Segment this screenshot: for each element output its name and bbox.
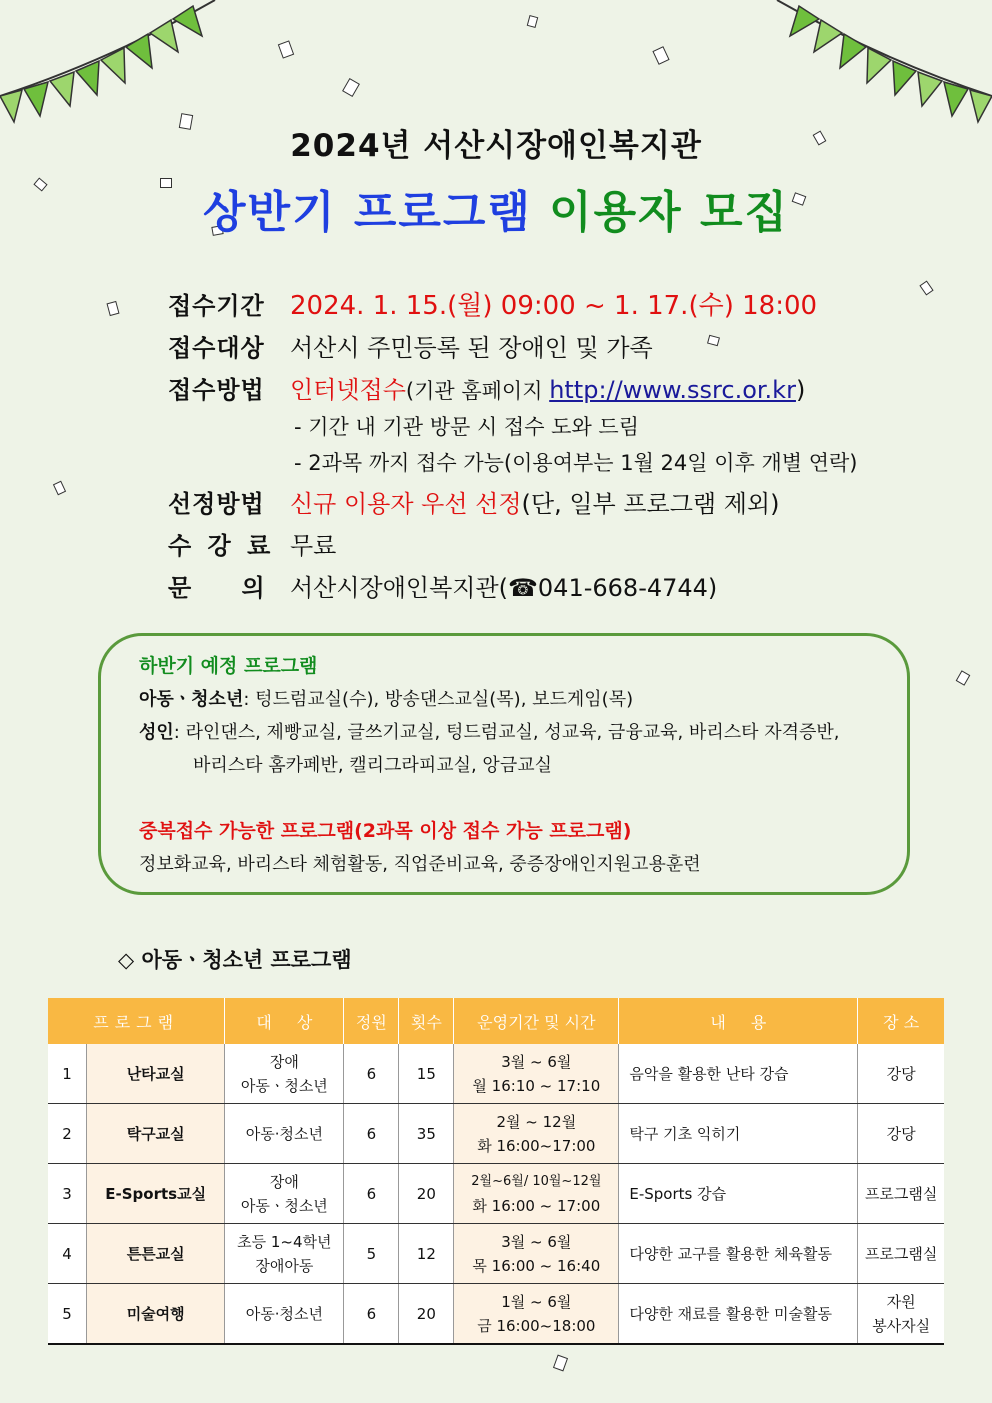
program-period: 3월 ~ 6월 월 16:10 ~ 17:10 [454,1044,619,1104]
section-title: ◇ 아동ㆍ청소년 프로그램 [118,948,352,972]
method-label: 접수방법 [168,375,265,404]
duplicate-programs-line: 정보화교육, 바리스타 체험활동, 직업준비교육, 중증장애인지원고용훈련 [139,854,701,875]
program-count: 20 [399,1164,454,1224]
youth-value: : 텅드럼교실(수), 방송댄스교실(목), 보드게임(목) [243,689,634,710]
method-post-text: ) [795,375,806,404]
program-capacity: 5 [344,1224,399,1284]
program-content: 탁구 기초 익히기 [619,1104,858,1164]
program-period: 2월~6월/ 10월~12월 화 16:00 ~ 17:00 [454,1164,619,1224]
select-rest-text: (단, 일부 프로그램 제외) [521,489,780,518]
program-target: 아동·청소년 [225,1284,344,1345]
duplicate-title: 중복접수 가능한 프로그램(2과목 이상 접수 가능 프로그램) [139,820,632,842]
program-target: 아동·청소년 [225,1104,344,1164]
program-table [48,998,944,1345]
page-title-line1: 2024년 서산시장애인복지관 [290,128,702,164]
program-name: 미술여행 [87,1284,225,1345]
program-target: 장애 아동ㆍ청소년 [225,1164,344,1224]
row-number: 5 [48,1284,87,1345]
program-count: 12 [399,1224,454,1284]
adult-programs-line-2: 바리스타 홈카페반, 캘리그라피교실, 앙금교실 [193,755,552,776]
bunting-left-decoration [0,0,230,140]
info-row-fee [168,522,948,564]
header-period: 운영기간 및 시간 [454,998,619,1044]
fee-label: 수 강 료 [168,531,275,560]
info-section [168,282,948,606]
select-label: 선정방법 [168,489,265,518]
program-count: 20 [399,1284,454,1345]
fee-value: 무료 [290,531,337,560]
program-content: 음악을 활용한 난타 강습 [619,1044,858,1104]
youth-programs-line [139,683,891,716]
row-number: 2 [48,1104,87,1164]
notice-box [98,633,910,895]
confetti-decoration [53,481,66,496]
youth-label: 아동ㆍ청소년 [139,689,244,710]
method-sub-note-1: - 기간 내 기관 방문 시 접수 도와 드림 [294,415,639,439]
confetti-decoration [956,670,971,685]
method-pre-text: (기관 홈페이지 [405,378,550,403]
target-label: 접수대상 [168,333,265,362]
select-highlight: 신규 이용자 우선 선정 [290,489,522,518]
table-row [48,1224,944,1284]
method-sub-note-2: - 2과목 까지 접수 가능(이용여부는 1월 24일 이후 개별 연락) [294,451,858,475]
confetti-decoration [278,40,294,58]
program-content: 다양한 교구를 활용한 체육활동 [619,1224,858,1284]
confetti-decoration [527,15,539,28]
program-place: 프로그램실 [858,1164,944,1224]
program-capacity: 6 [344,1164,399,1224]
program-count: 15 [399,1044,454,1104]
program-content: 다양한 재료를 활용한 미술활동 [619,1284,858,1345]
info-row-contact [168,564,948,606]
program-place: 프로그램실 [858,1224,944,1284]
program-period: 3월 ~ 6월 목 16:00 ~ 16:40 [454,1224,619,1284]
header-content: 내 용 [619,998,858,1044]
row-number: 1 [48,1044,87,1104]
page-title-line2 [0,176,992,240]
table-header-row [48,998,944,1044]
program-capacity: 6 [344,1044,399,1104]
period-label: 접수기간 [168,291,265,320]
program-name: 탁구교실 [87,1104,225,1164]
title-highlight-green: 이용자 모집 [549,187,790,238]
title-highlight-blue: 상반기 프로그램 [202,187,532,238]
program-capacity: 6 [344,1284,399,1345]
header-program: 프로그램 [48,998,225,1044]
info-row-select [168,480,948,522]
header-count: 횟수 [399,998,454,1044]
program-capacity: 6 [344,1104,399,1164]
row-number: 3 [48,1164,87,1224]
contact-value: 서산시장애인복지관(☎041-668-4744) [290,573,718,602]
header-capacity: 정원 [344,998,399,1044]
spacer [139,782,891,815]
program-name: 튼튼교실 [87,1224,225,1284]
header-place: 장 소 [858,998,944,1044]
program-content: E-Sports 강습 [619,1164,858,1224]
confetti-decoration [106,301,119,316]
confetti-decoration [553,1355,568,1372]
row-number: 4 [48,1224,87,1284]
program-name: E-Sports교실 [87,1164,225,1224]
program-target: 장애 아동ㆍ청소년 [225,1044,344,1104]
program-count: 35 [399,1104,454,1164]
program-place: 강당 [858,1044,944,1104]
info-row-period [168,282,948,324]
method-value [290,370,948,405]
program-name: 난타교실 [87,1044,225,1104]
contact-label: 문 의 [168,573,266,602]
adult-label: 성인 [139,722,174,743]
table-row [48,1104,944,1164]
info-row-method [168,366,948,408]
program-target: 초등 1~4학년 장애아동 [225,1224,344,1284]
adult-value-1: : 라인댄스, 제빵교실, 글쓰기교실, 텅드럼교실, 성교육, 금융교육, 바리스타 자격증반, [173,722,840,743]
info-row-target [168,324,948,366]
target-value: 서산시 주민등록 된 장애인 및 가족 [290,333,653,362]
notice-box-content [139,650,891,881]
program-period: 2월 ~ 12월 화 16:00~17:00 [454,1104,619,1164]
program-place: 자원 봉사자실 [858,1284,944,1345]
method-highlight: 인터넷접수 [290,375,406,404]
program-place: 강당 [858,1104,944,1164]
table-row [48,1164,944,1224]
header-target: 대 상 [225,998,344,1044]
table-row [48,1284,944,1345]
period-value: 2024. 1. 15.(월) 09:00 ~ 1. 17.(수) 18:00 [290,290,818,321]
homepage-link[interactable]: http://www.ssrc.or.kr [549,375,796,404]
second-half-title: 하반기 예정 프로그램 [139,655,318,677]
select-value [290,484,948,519]
confetti-decoration [342,78,360,97]
program-period: 1월 ~ 6월 금 16:00~18:00 [454,1284,619,1345]
confetti-decoration [652,46,669,65]
table-row [48,1044,944,1104]
adult-programs-line [139,716,891,749]
bunting-right-decoration [762,0,992,140]
